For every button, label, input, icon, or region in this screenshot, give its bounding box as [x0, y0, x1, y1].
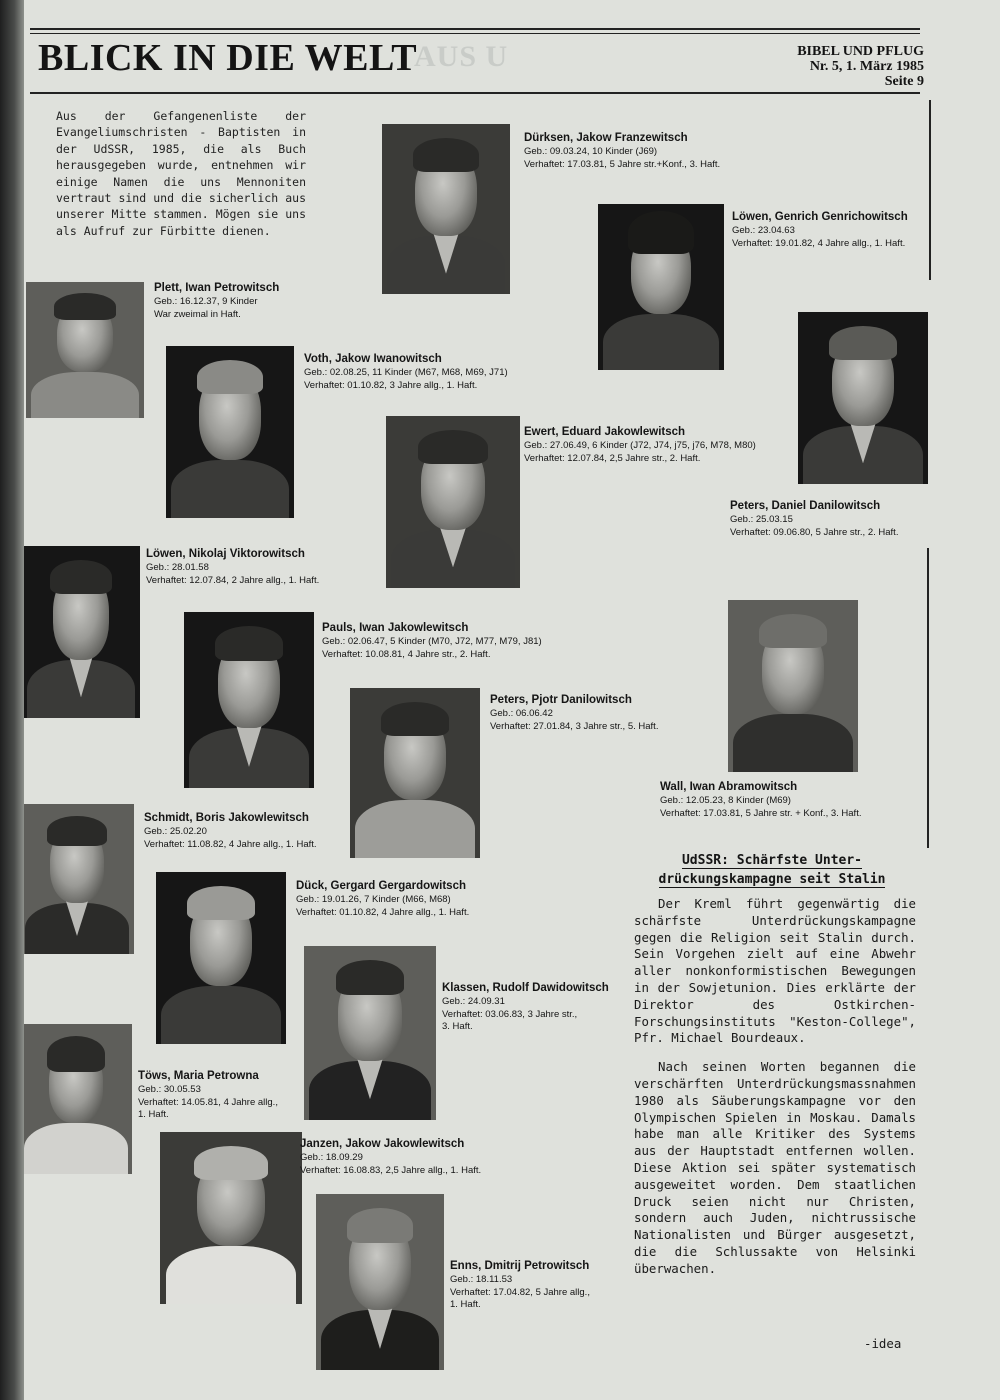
arrest-info: Verhaftet: 12.07.84, 2 Jahre allg., 1. Haft. — [146, 574, 320, 586]
caption-voth — [304, 351, 508, 392]
arrest-info: Verhaftet: 11.08.82, 4 Jahre allg., 1. Haft. — [144, 838, 317, 850]
arrest-info: Verhaftet: 17.03.81, 5 Jahre str.+Konf., 3. Haft. — [524, 158, 721, 170]
page-number: Seite 9 — [884, 74, 924, 89]
birth-info: Geb.: 30.05.53 — [138, 1084, 201, 1095]
arrest-info: Verhaftet: 19.01.82, 4 Jahre allg., 1. Haft. — [732, 237, 906, 249]
section-title: BLICK IN DIE WELT — [38, 37, 418, 79]
intro-paragraph: Aus der Gefangenenliste der Evangeliumschristen - Baptisten in der UdSSR, 1985, die als Buch herausgegeben wurde, entnehmen wir einige Namen die uns Mennoniten vertraut sind und die sicherlich aus unserer Mitte stammen. Mögen sie uns als Aufruf zur Fürbitte dienen. — [56, 109, 306, 238]
birth-info: Geb.: 12.05.23, 8 Kinder (M69) — [660, 795, 791, 806]
portrait-photo-peters-pjotr — [350, 688, 480, 858]
caption-janzen — [300, 1136, 481, 1177]
portrait-photo-loewen-genrich — [598, 204, 724, 370]
birth-info: Geb.: 24.09.31 — [442, 996, 505, 1007]
portrait-photo-schmidt — [24, 804, 134, 954]
arrest-info: Verhaftet: 03.06.83, 3 Jahre str., — [442, 1008, 578, 1020]
prisoner-name: Plett, Iwan Petrowitsch — [154, 282, 280, 294]
portrait-photo-wall — [728, 600, 858, 772]
prisoner-name: Dürksen, Jakow Franzewitsch — [524, 132, 688, 144]
birth-info: Geb.: 18.11.53 — [450, 1274, 513, 1285]
prisoner-name: Löwen, Genrich Genrichowitsch — [732, 211, 908, 223]
caption-peters-daniel — [730, 498, 898, 539]
prisoner-name: Töws, Maria Petrowna — [138, 1070, 259, 1082]
prisoner-name: Schmidt, Boris Jakowlewitsch — [144, 812, 309, 824]
arrest-info-continued: 3. Haft. — [442, 1021, 473, 1032]
arrest-info: Verhaftet: 17.04.82, 5 Jahre allg., — [450, 1286, 590, 1298]
prisoner-name: Löwen, Nikolaj Viktorowitsch — [146, 548, 305, 560]
prisoner-name: Wall, Iwan Abramowitsch — [660, 781, 798, 793]
prisoner-name: Klassen, Rudolf Dawidowitsch — [442, 982, 609, 994]
birth-info: Geb.: 18.09.29 — [300, 1152, 363, 1163]
column-rule-mid — [927, 548, 929, 848]
birth-info: Geb.: 27.06.49, 6 Kinder (J72, J74, j75, j76, M78, M80) — [524, 440, 756, 451]
birth-info: Geb.: 06.06.42 — [490, 708, 553, 719]
arrest-info: Verhaftet: 01.10.82, 3 Jahre allg., 1. Haft. — [304, 379, 478, 391]
portrait-photo-duerksen — [382, 124, 510, 294]
caption-loewen-nikolaj — [146, 546, 319, 587]
prisoner-name: Ewert, Eduard Jakowlewitsch — [524, 426, 686, 438]
arrest-info-continued: 1. Haft. — [450, 1299, 481, 1310]
portrait-photo-toews — [24, 1024, 132, 1174]
portrait-photo-loewen-nikolaj — [24, 546, 140, 718]
prisoner-name: Pauls, Iwan Jakowlewitsch — [322, 622, 469, 634]
arrest-info-continued: 1. Haft. — [138, 1109, 169, 1120]
portrait-photo-janzen — [160, 1132, 302, 1304]
article-paragraph-2: Nach seinen Worten begannen die verschärften Unterdrückungsmassnahmen 1980 als Säuberungskampagne vor den Olympischen Spielen in Moskau. Damals habe man alle Kritiker des Systems aus der Hauptstadt entfernen wollen. Diese Aktion sei später systematisch ausgeweitet worden. Dem staatlichen Druck seien nicht nur Christen, sondern auch Juden, nichtrussische Nationalisten und Bürger ausgesetzt, die die Schlussakte von Helsinki überwachen. — [634, 1059, 916, 1276]
column-rule-top — [929, 100, 931, 280]
top-rule — [30, 28, 920, 30]
birth-info: Geb.: 02.06.47, 5 Kinder (M70, J72, M77, M79, J81) — [322, 636, 542, 647]
top-rule-thin — [30, 33, 920, 34]
issue-line: Nr. 5, 1. März 1985 — [809, 59, 924, 74]
caption-dueck — [296, 878, 469, 919]
caption-ewert — [524, 424, 756, 465]
prisoner-name: Dück, Gergard Gergardowitsch — [296, 880, 466, 892]
article-body — [634, 896, 916, 1278]
header-rule — [30, 92, 920, 94]
article-title-line1: UdSSR: Schärfste Unter- — [681, 853, 862, 868]
prisoner-name: Enns, Dmitrij Petrowitsch — [450, 1260, 590, 1272]
birth-info: Geb.: 25.03.15 — [730, 514, 793, 525]
birth-info: Geb.: 09.03.24, 10 Kinder (J69) — [524, 146, 658, 157]
arrest-info: Verhaftet: 17.03.81, 5 Jahre str. + Konf., 3. Haft. — [660, 807, 862, 819]
prisoner-name: Janzen, Jakow Jakowlewitsch — [300, 1138, 465, 1150]
caption-wall — [660, 779, 861, 820]
caption-toews — [138, 1068, 278, 1122]
article-paragraph-1: Der Kreml führt gegenwärtig die schärfste Unterdrückungskampagne gegen die Religion seit Stalin durch. Sein Vorgehen zielt auf eine Abwehr aller nonkonformistischen Bewegungen in der Sowjetunion. Dies erklärte der Direktor des Ostkirchen-Forschungsinstituts "Keston-College", Pfr. Michael Bourdeaux. — [634, 896, 916, 1046]
article-signature: -idea — [864, 1336, 902, 1351]
arrest-info: Verhaftet: 10.08.81, 4 Jahre str., 2. Haft. — [322, 648, 491, 660]
arrest-info: Verhaftet: 09.06.80, 5 Jahre str., 2. Haft. — [730, 526, 899, 538]
portrait-photo-ewert — [386, 416, 520, 588]
prisoner-name: Voth, Jakow Iwanowitsch — [304, 353, 442, 365]
caption-schmidt — [144, 810, 317, 851]
arrest-info: Verhaftet: 14.05.81, 4 Jahre allg., — [138, 1096, 278, 1108]
portrait-photo-enns — [316, 1194, 444, 1370]
arrest-info: Verhaftet: 27.01.84, 3 Jahre str., 5. Haft. — [490, 720, 659, 732]
birth-info: Geb.: 25.02.20 — [144, 826, 207, 837]
portrait-photo-klassen — [304, 946, 436, 1120]
caption-loewen-genrich — [732, 209, 908, 250]
birth-info: Geb.: 19.01.26, 7 Kinder (M66, M68) — [296, 894, 451, 905]
caption-klassen — [442, 980, 609, 1034]
arrest-info: Verhaftet: 16.08.83, 2,5 Jahre allg., 1. Haft. — [300, 1164, 482, 1176]
prisoner-name: Peters, Daniel Danilowitsch — [730, 500, 881, 512]
birth-info: Geb.: 28.01.58 — [146, 562, 209, 573]
prisoner-name: Peters, Pjotr Danilowitsch — [490, 694, 632, 706]
publication-info — [797, 44, 924, 89]
birth-info: Geb.: 02.08.25, 11 Kinder (M67, M68, M69, J71) — [304, 367, 508, 378]
portrait-photo-dueck — [156, 872, 286, 1044]
caption-peters-pjotr — [490, 692, 658, 733]
portrait-photo-plett — [26, 282, 144, 418]
arrest-info: Verhaftet: 12.07.84, 2,5 Jahre str., 2. Haft. — [524, 452, 701, 464]
book-spine — [0, 0, 24, 1400]
arrest-info: Verhaftet: 01.10.82, 4 Jahre allg., 1. Haft. — [296, 906, 470, 918]
caption-pauls — [322, 620, 542, 661]
magazine-page — [24, 0, 1000, 1400]
article-title — [632, 851, 912, 889]
publication-name: BIBEL UND PFLUG — [797, 44, 924, 59]
caption-duerksen — [524, 130, 720, 171]
caption-enns — [450, 1258, 590, 1312]
birth-info: Geb.: 16.12.37, 9 Kinder — [154, 296, 258, 307]
portrait-photo-voth — [166, 346, 294, 518]
article-title-line2: drückungskampagne seit Stalin — [658, 872, 886, 887]
caption-plett — [154, 280, 279, 321]
portrait-photo-pauls — [184, 612, 314, 788]
bleed-through-title: AUS U — [414, 40, 509, 73]
birth-info: Geb.: 23.04.63 — [732, 225, 795, 236]
portrait-photo-peters-daniel — [798, 312, 928, 484]
arrest-info: War zweimal in Haft. — [154, 308, 241, 320]
